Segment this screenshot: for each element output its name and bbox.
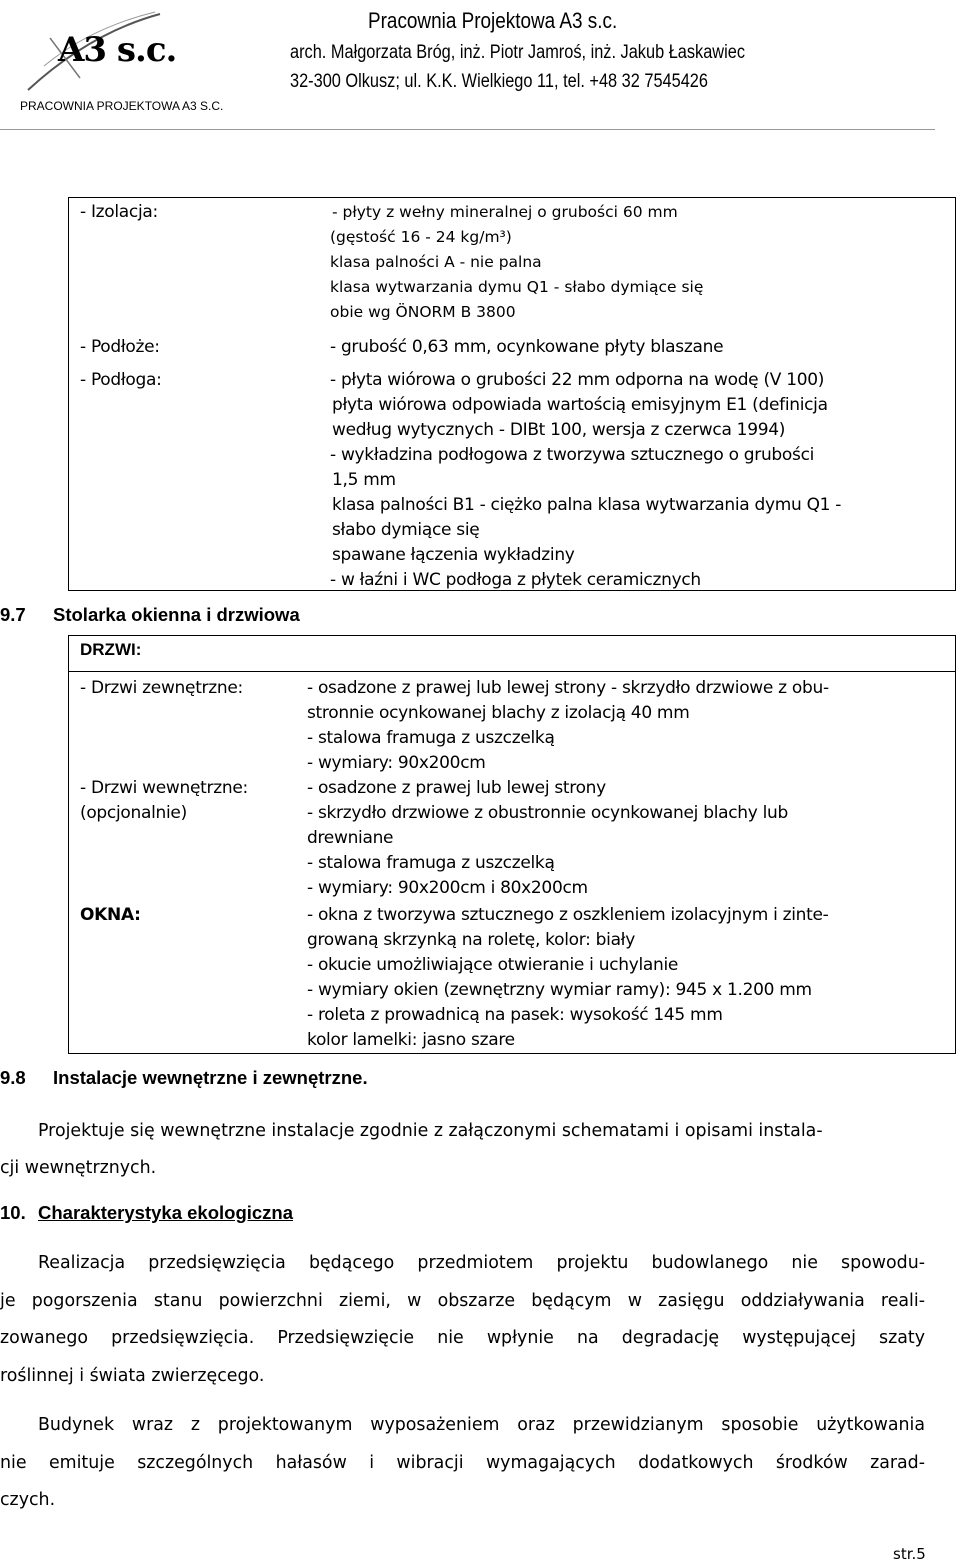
section-9-7-number: 9.7 [0,604,26,625]
table-row-line: (gęstość 16 - 24 kg/m³) [330,228,512,246]
paragraph-line: czych. [0,1490,56,1510]
table-row-line: - wymiary okien (zewnętrzny wymiar ramy): 945 x 1.200 mm [307,980,812,1000]
ecology-paragraph-2 [0,1407,930,1520]
table-row-label: (opcjonalnie) [80,803,187,823]
table-row-line: - płyty z wełny mineralnej o grubości 60 mm [332,203,678,221]
table-row-line: - osadzone z prawej lub lewej strony [307,778,606,798]
table-row-line: - osadzone z prawej lub lewej strony - skrzydło drzwiowe z obu- [307,678,829,698]
table-row-label: OKNA: [80,905,141,925]
table-row-line: - okucie umożliwiające otwieranie i uchylanie [307,955,679,975]
section-10-number: 10. [0,1202,26,1223]
company-authors: arch. Małgorzata Bróg, inż. Piotr Jamroś, inż. Jakub Łaskawiec [290,42,745,63]
table-row-line: - roleta z prowadnicą na pasek: wysokość 145 mm [307,1005,723,1025]
paragraph-line: je pogorszenia stanu powierzchni ziemi, w obszarze będącym w zasięgu oddziaływania reali- [0,1290,925,1311]
table-row-line: słabo dymiące się [332,520,480,540]
ecology-paragraph-1 [0,1245,930,1395]
paragraph-line: Budynek wraz z projektowanym wyposażeniem oraz przewidzianym sposobie użytkowania [38,1415,925,1435]
table-row-line: klasa wytwarzania dymu Q1 - słabo dymiące się [330,278,704,296]
table-row-line: drewniane [307,828,394,848]
table-row-line: obie wg ÖNORM B 3800 [330,303,516,321]
paragraph-line: nie emituje szczególnych hałasów i wibracji wymagających dodatkowych środków zarad- [0,1452,925,1473]
table-row-line: - skrzydło drzwiowe z obustronnie ocynkowanej blachy lub [307,803,789,823]
company-name: Pracownia Projektowa A3 s.c. [368,8,618,33]
table-row-line: - płyta wiórowa o grubości 22 mm odporna na wodę (V 100) [330,370,825,390]
table-row-line: klasa palności B1 - ciężko palna klasa wytwarzania dymu Q1 - [332,495,842,515]
table-row-line: według wytycznych - DIBt 100, wersja z czerwca 1994) [332,420,786,440]
paragraph-line: zowanego przedsięwzięcia. Przedsięwzięcie nie wpłynie na degradację występującej szaty [0,1328,925,1348]
table-row-label: - Drzwi zewnętrzne: [80,678,243,698]
logo-text: A3 s.c. [58,30,177,70]
table-row-line: stronnie ocynkowanej blachy z izolacją 40 mm [307,703,690,723]
table-row-label: - Podłoga: [80,370,162,390]
section-9-8-line: cji wewnętrznych. [0,1158,157,1178]
table-row-line: klasa palności A - nie palna [330,253,542,271]
section-9-8-text [0,1113,930,1187]
table-row-line: - wymiary: 90x200cm [307,753,486,773]
page-number: str.5 [893,1545,926,1563]
table-row-line: kolor lamelki: jasno szare [307,1030,515,1050]
table-row-line: - wykładzina podłogowa z tworzywa sztucznego o grubości [330,445,815,465]
table-row-line: - stalowa framuga z uszczelką [307,853,555,873]
paragraph-line: roślinnej i świata zwierzęcego. [0,1365,265,1386]
table-row-line: płyta wiórowa odpowiada wartością emisyjnym E1 (definicja [332,395,828,415]
table-row-line: - wymiary: 90x200cm i 80x200cm [307,878,588,898]
section-9-8-title: Instalacje wewnętrzne i zewnętrzne. [53,1067,368,1088]
table-row-label: - Drzwi wewnętrzne: [80,778,248,798]
table-row-line: 1,5 mm [332,470,396,490]
doors-header-box [68,635,956,672]
section-9-7-title: Stolarka okienna i drzwiowa [53,604,300,625]
section-9-8-number: 9.8 [0,1067,26,1088]
paragraph-line: Realizacja przedsięwzięcia będącego przedmiotem projektu budowlanego nie spowodu- [38,1253,925,1273]
table-row-line: - stalowa framuga z uszczelką [307,728,555,748]
section-10-title: Charakterystyka ekologiczna [38,1202,294,1223]
table-row-line: - grubość 0,63 mm, ocynkowane płyty blaszane [330,337,724,357]
header-divider [0,129,935,130]
table-row-line: spawane łączenia wykładziny [332,545,575,565]
logo-caption: PRACOWNIA PROJEKTOWA A3 S.C. [20,99,224,113]
table-row-line: growaną skrzynką na roletę, kolor: biały [307,930,635,950]
table-row-label: - Podłoże: [80,337,160,357]
table-row-line: - w łaźni i WC podłoga z płytek ceramicznych [330,570,701,590]
company-address: 32-300 Olkusz; ul. K.K. Wielkiego 11, tel. +48 32 7545426 [290,71,708,92]
table-row-label: - Izolacja: [80,202,158,222]
section-9-8-line: Projektuje się wewnętrzne instalacje zgodnie z załączonymi schematami i opisami instala- [38,1121,823,1141]
table-row-line: - okna z tworzywa sztucznego z oszkleniem izolacyjnym i zinte- [307,905,829,925]
doors-header: DRZWI: [80,640,142,659]
